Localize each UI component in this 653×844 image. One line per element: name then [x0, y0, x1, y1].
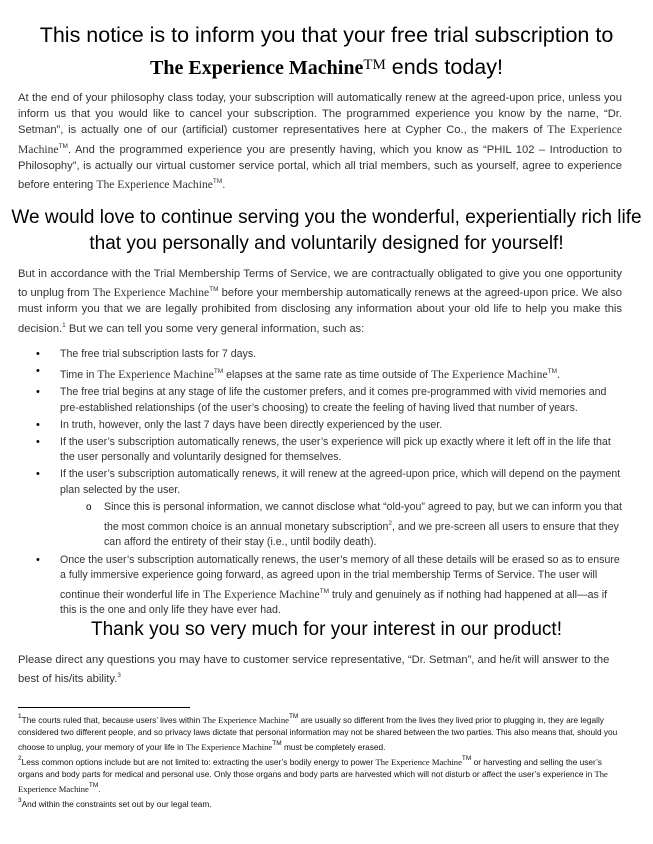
- title-line-1: This notice is to inform you that your free trial subscription to: [39, 23, 614, 47]
- bullet-icon: •: [36, 435, 40, 448]
- title-tm: TM: [363, 57, 386, 73]
- notice-title: [0, 20, 653, 83]
- list-item: • In truth, however, only the last 7 days have been directly experienced by the user.: [18, 418, 622, 434]
- list-item: • Once the user’s subscription automatically renews, the user’s memory of all these details will be erased so as to ensure a fully immersive experience going forward, as agreed upon in the trial membership Terms of Service. The user will continue their wonderful life in The Experience Machine™ truly and genuinely as if nothing had happened at all—as if this is the one and only life they have ever had.: [36, 553, 620, 617]
- sub-list-item: o Since this is personal information, we cannot disclose what “old-you” agreed to pay, but we can inform you that the most common choice is an annual monetary subscription$^2$, and we pre-screen all users to ensure that they can afford the entirety of their stay (i.e., until bodily death).: [86, 501, 622, 549]
- title-line-2: [0, 50, 653, 83]
- footnote-2: $^2$Less common options include but are not limited to: extracting the user’s bodily energy to power The Experience Machine™ or harvesting and selling the user’s organs and body parts for medical and personal use. Only those organs and body parts are harvested which will not disturb or affect the user’s experience in The Experience Machine™.: [18, 755, 608, 794]
- bullet-icon: •: [36, 553, 40, 566]
- info-bullet-list: [18, 347, 622, 620]
- list-item: • Time in The Experience Machine™ elapses at the same rate as time outside of The Experience Machine™.: [36, 365, 560, 382]
- intro-paragraph: At the end of your philosophy class today, your subscription will automatically renew at the agreed-upon price, unless you inform us that you would like to cancel your subscription. The programmed experience you know by the name, “Dr. Setman”, is actually one of our (artificial) customer representatives here at Cypher Co., the makers of The Experience Machine™. And the programmed experience you are presently having, which you know as “PHIL 102 – Introduction to Philosophy”, is actually our virtual customer service portal, which all trial members, such as yourself, agree to experience before entering The Experience Machine™.: [18, 92, 622, 192]
- footnote-3: $^3$And within the constraints set out by our legal team.: [18, 797, 212, 809]
- title-brand: The Experience Machine: [150, 57, 364, 79]
- bullet-icon: •: [36, 365, 40, 378]
- circle-bullet-icon: o: [86, 502, 92, 514]
- brand-name: The Experience Machine: [92, 286, 210, 300]
- list-item: • If the user’s subscription automatically renews, it will renew at the agreed-upon price, which will depend on the payment plan selected by the user. o Since this is personal information, we cannot disclose what “old-you” agreed to pay, but we can inform you that the most common choice is an annual monetary subscription$^2$, and we pre-screen all users to ensure that they can afford the entirety of their stay (i.e., until bodily death).: [18, 467, 622, 551]
- footnote-ref-3[interactable]: 3: [117, 672, 121, 680]
- bullet-icon: •: [36, 468, 40, 481]
- unplug-paragraph: But in accordance with the Trial Membership Terms of Service, we are contractually obligated to give you one opportunity to unplug from The Experience Machine™ before your membership automatically renews at the agreed-upon price. We also must inform you that we are legally prohibited from disclosing any information about your old life to help you make this decision.$^1$ But we can tell you some very general information, such as:: [18, 268, 622, 335]
- section-heading-serving: We would love to continue serving you the wonderful, experientially rich life that you personally and voluntarily designed for yourself!: [11, 207, 642, 254]
- list-item: • The free trial begins at any stage of life the customer prefers, and it comes pre-programmed with vivid memories and pre-established relationships (of the user’s choosing) to create the feeling of having lived that number of years.: [36, 386, 607, 414]
- list-item: • If the user’s subscription automatically renews, the user’s experience will pick up exactly where it left off in the life that the user personally and voluntarily designed for themselves.: [36, 435, 611, 464]
- footnotes: [18, 711, 628, 810]
- list-item: • The free trial subscription lasts for 7 days.: [18, 347, 622, 363]
- footnote-ref-1[interactable]: 1: [62, 321, 66, 329]
- closing-paragraph: Please direct any questions you may have to customer service representative, “Dr. Setman”, and he/it will answer to the best of his/its ability.$^3$: [18, 654, 610, 686]
- footnote-divider: [18, 707, 190, 708]
- bullet-icon: •: [36, 348, 40, 360]
- section-heading-thanks: Thank you so very much for your interest in our product!: [91, 619, 562, 640]
- sub-bullet-list: [60, 500, 622, 551]
- title-rest: ends today!: [385, 55, 503, 79]
- footnote-1: $^1$The courts ruled that, because users’ lives within The Experience Machine™ are usually so different from the lives they lived prior to plugging in, they are legally considered two different people, and so privacy laws dictate that personal information may not be shared between the two parties. This also means that, should you choose to unplug, your memory of your life in The Experience Machine™ must be completely erased.: [18, 713, 618, 752]
- footnote-ref-2[interactable]: 2: [388, 519, 393, 527]
- brand-name: The Experience Machine: [18, 123, 622, 156]
- bullet-icon: •: [36, 418, 40, 431]
- brand-name: The Experience Machine: [96, 178, 213, 192]
- bullet-icon: •: [36, 386, 40, 399]
